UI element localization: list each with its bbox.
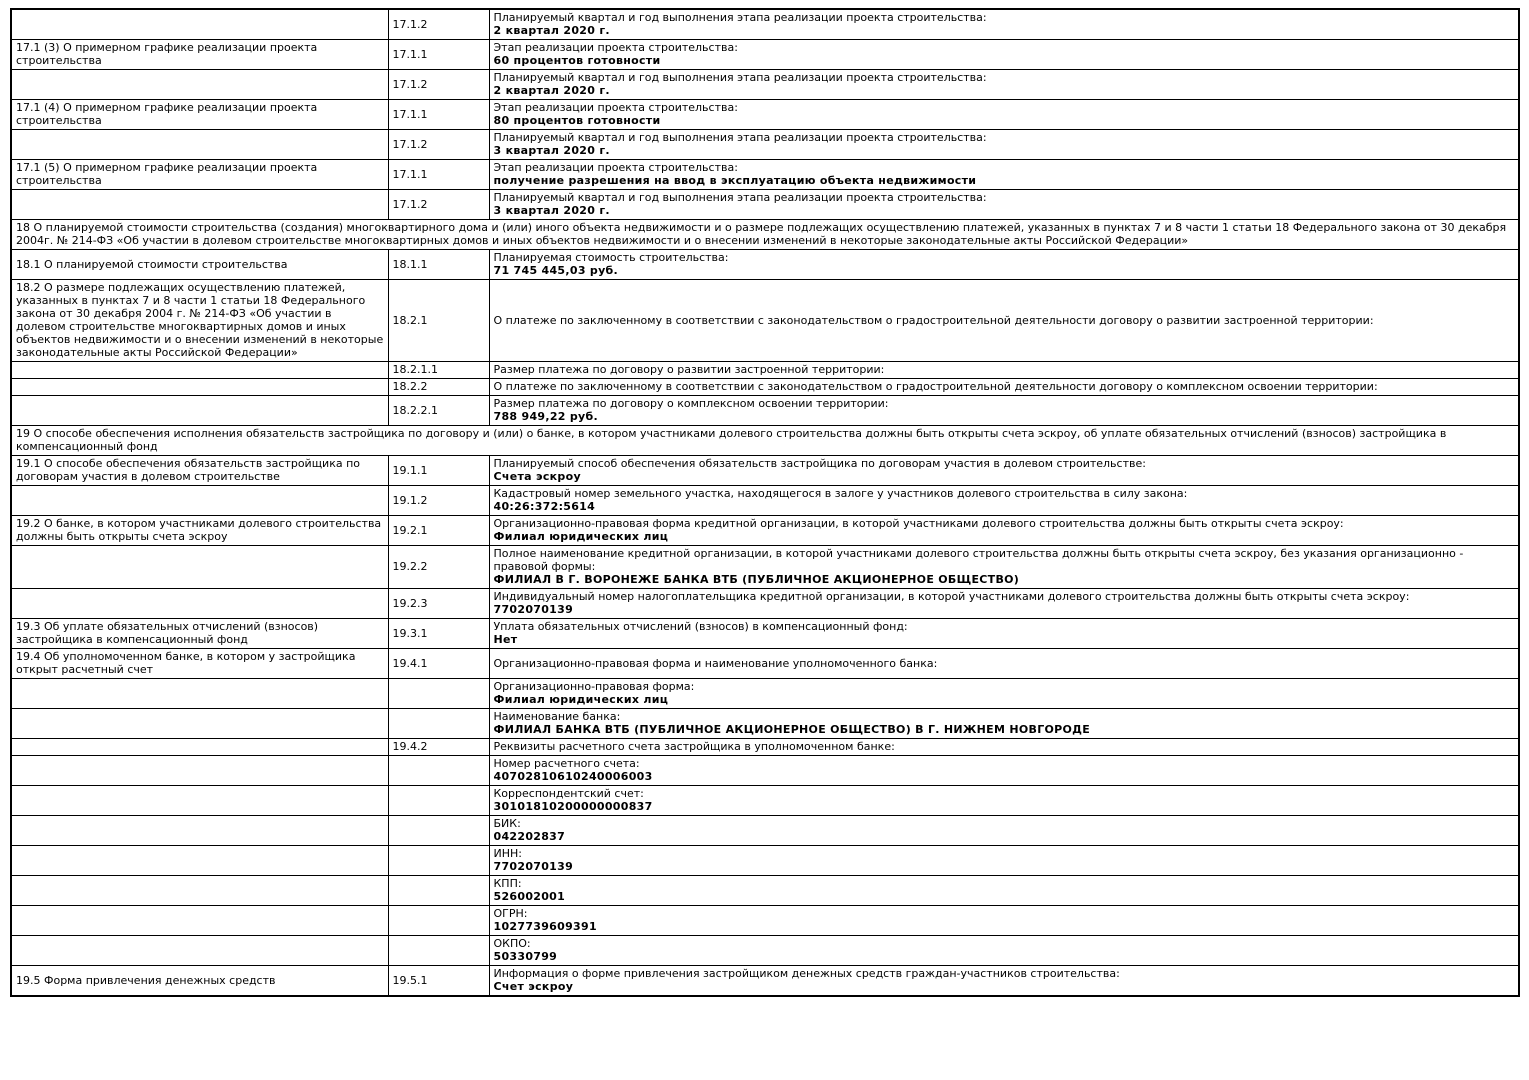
- row-value-cell: [489, 379, 1519, 396]
- table-row: [11, 756, 1519, 786]
- value-text: 50330799: [493, 950, 558, 963]
- table-row: [11, 100, 1519, 130]
- section-header-text: 18 О планируемой стоимости строительства (создания) многоквартирного дома и (или) иного объекта недвижимости и о размере подлежащих осуществлению платежей, указанных в пунктах 7 и 8 части 1 статьи 18 Федерального закона от 30 декабря 2004г. № 214-ФЗ «Об участии в долевом строительстве многоквартирных домов и иных объектов недвижимости и о внесении изменений в некоторые законодательные акты Российской Федерации»: [11, 220, 1519, 250]
- row-description: [11, 130, 388, 160]
- table-row: [11, 379, 1519, 396]
- table-row: [11, 456, 1519, 486]
- value-label: Планируемый квартал и год выполнения этапа реализации проекта строительства:: [493, 11, 987, 24]
- table-row: [11, 619, 1519, 649]
- value-text: 788 949,22 руб.: [493, 410, 598, 423]
- row-description: 17.1 (3) О примерном графике реализации проекта строительства: [11, 40, 388, 70]
- row-code: [388, 709, 489, 739]
- value-text: получение разрешения на ввод в эксплуатацию объекта недвижимости: [493, 174, 977, 187]
- value-text: 80 процентов готовности: [493, 114, 661, 127]
- row-description: [11, 486, 388, 516]
- table-row: [11, 846, 1519, 876]
- row-description: 19.2 О банке, в котором участниками долевого строительства должны быть открыты счета эскроу: [11, 516, 388, 546]
- row-description: [11, 9, 388, 40]
- row-description: 17.1 (4) О примерном графике реализации проекта строительства: [11, 100, 388, 130]
- value-text: 3 квартал 2020 г.: [493, 204, 610, 217]
- row-value-cell: [489, 846, 1519, 876]
- value-label: Информация о форме привлечения застройщиком денежных средств граждан-участников строительства:: [493, 967, 1120, 980]
- value-text: ФИЛИАЛ В Г. ВОРОНЕЖЕ БАНКА ВТБ (ПУБЛИЧНОЕ АКЦИОНЕРНОЕ ОБЩЕСТВО): [493, 573, 1020, 586]
- value-label: БИК:: [493, 817, 521, 830]
- value-text: 30101810200000000837: [493, 800, 653, 813]
- row-value-cell: [489, 679, 1519, 709]
- row-value-cell: [489, 589, 1519, 619]
- value-text: 7702070139: [493, 860, 574, 873]
- value-label: Размер платежа по договору о развитии застроенной территории:: [493, 363, 885, 376]
- value-label: О платеже по заключенному в соответствии с законодательством о градостроительной деятельности договору о развитии застроенной территории:: [493, 313, 1374, 327]
- row-value-cell: [489, 966, 1519, 997]
- value-label: Номер расчетного счета:: [493, 757, 640, 770]
- row-description: [11, 906, 388, 936]
- table-row: [11, 250, 1519, 280]
- row-code: [388, 906, 489, 936]
- value-label: Этап реализации проекта строительства:: [493, 41, 738, 54]
- section-header-text: 19 О способе обеспечения исполнения обязательств застройщика по договору и (или) о банке, в котором участниками долевого строительства должны быть открыты счета эскроу, об уплате обязательных отчислений (взносов) застройщика в компенсационный фонд: [11, 426, 1519, 456]
- row-code: 18.2.2.1: [388, 396, 489, 426]
- row-code: 17.1.1: [388, 40, 489, 70]
- value-label: Наименование банка:: [493, 710, 621, 723]
- row-code: 17.1.1: [388, 160, 489, 190]
- value-label: О платеже по заключенному в соответствии с законодательством о градостроительной деятельности договору о комплексном освоении территории:: [493, 380, 1378, 393]
- row-code: 19.1.1: [388, 456, 489, 486]
- row-value-cell: [489, 906, 1519, 936]
- row-code: 19.2.2: [388, 546, 489, 589]
- row-value-cell: [489, 100, 1519, 130]
- row-code: 19.2.3: [388, 589, 489, 619]
- table-row: [11, 649, 1519, 679]
- value-label: Планируемый квартал и год выполнения этапа реализации проекта строительства:: [493, 131, 987, 144]
- row-description: [11, 379, 388, 396]
- value-text: 40702810610240006003: [493, 770, 653, 783]
- row-description: 19.5 Форма привлечения денежных средств: [11, 966, 388, 997]
- row-code: 19.4.2: [388, 739, 489, 756]
- row-value-cell: [489, 280, 1519, 362]
- row-description: [11, 786, 388, 816]
- row-description: [11, 679, 388, 709]
- table-row: [11, 876, 1519, 906]
- table-row: [11, 160, 1519, 190]
- value-label: ИНН:: [493, 847, 522, 860]
- row-value-cell: [489, 936, 1519, 966]
- row-code: [388, 756, 489, 786]
- table-row: [11, 486, 1519, 516]
- row-value-cell: [489, 456, 1519, 486]
- row-description: [11, 396, 388, 426]
- row-value-cell: [489, 250, 1519, 280]
- table-row: [11, 786, 1519, 816]
- row-value-cell: [489, 362, 1519, 379]
- value-label: ОКПО:: [493, 937, 531, 950]
- section-header-row: [11, 220, 1519, 250]
- table-row: [11, 679, 1519, 709]
- row-value-cell: [489, 190, 1519, 220]
- row-code: 18.2.2: [388, 379, 489, 396]
- table-row: [11, 966, 1519, 997]
- table-row: [11, 280, 1519, 362]
- row-value-cell: [489, 619, 1519, 649]
- table-row: [11, 589, 1519, 619]
- table-row: [11, 130, 1519, 160]
- row-value-cell: [489, 516, 1519, 546]
- row-description: [11, 816, 388, 846]
- row-value-cell: [489, 739, 1519, 756]
- value-text: Филиал юридических лиц: [493, 530, 669, 543]
- value-text: 2 квартал 2020 г.: [493, 84, 610, 97]
- table-row: [11, 362, 1519, 379]
- row-code: [388, 876, 489, 906]
- value-label: Уплата обязательных отчислений (взносов) в компенсационный фонд:: [493, 620, 908, 633]
- declaration-table-body: [11, 9, 1519, 996]
- row-value-cell: [489, 160, 1519, 190]
- row-code: 18.1.1: [388, 250, 489, 280]
- row-code: [388, 846, 489, 876]
- row-value-cell: [489, 40, 1519, 70]
- declaration-table: [10, 8, 1520, 997]
- value-label: Организационно-правовая форма кредитной организации, в которой участниками долевого строительства должны быть открыты счета эскроу:: [493, 517, 1344, 530]
- value-label: Корреспондентский счет:: [493, 787, 644, 800]
- row-description: 19.3 Об уплате обязательных отчислений (взносов) застройщика в компенсационный фонд: [11, 619, 388, 649]
- row-value-cell: [489, 786, 1519, 816]
- row-value-cell: [489, 649, 1519, 679]
- value-label: Планируемая стоимость строительства:: [493, 251, 729, 264]
- value-text: Нет: [493, 633, 518, 646]
- value-label: ОГРН:: [493, 907, 528, 920]
- value-text: 042202837: [493, 830, 566, 843]
- row-code: 19.4.1: [388, 649, 489, 679]
- value-text: 60 процентов готовности: [493, 54, 661, 67]
- row-code: [388, 936, 489, 966]
- table-row: [11, 9, 1519, 40]
- value-label: Реквизиты расчетного счета застройщика в уполномоченном банке:: [493, 740, 895, 753]
- value-text: 7702070139: [493, 603, 574, 616]
- row-code: 17.1.2: [388, 9, 489, 40]
- value-label: Организационно-правовая форма и наименование уполномоченного банка:: [493, 656, 938, 670]
- value-text: 3 квартал 2020 г.: [493, 144, 610, 157]
- value-label: Размер платежа по договору о комплексном освоении территории:: [493, 397, 889, 410]
- value-label: Планируемый квартал и год выполнения этапа реализации проекта строительства:: [493, 71, 987, 84]
- value-text: 1027739609391: [493, 920, 597, 933]
- row-value-cell: [489, 130, 1519, 160]
- row-value-cell: [489, 876, 1519, 906]
- value-text: ФИЛИАЛ БАНКА ВТБ (ПУБЛИЧНОЕ АКЦИОНЕРНОЕ ОБЩЕСТВО) В Г. НИЖНЕМ НОВГОРОДЕ: [493, 723, 1091, 736]
- row-description: 18.1 О планируемой стоимости строительства: [11, 250, 388, 280]
- row-code: 18.2.1.1: [388, 362, 489, 379]
- row-code: [388, 786, 489, 816]
- row-code: 19.2.1: [388, 516, 489, 546]
- row-description: [11, 756, 388, 786]
- value-label: Планируемый квартал и год выполнения этапа реализации проекта строительства:: [493, 191, 987, 204]
- value-label: Кадастровый номер земельного участка, находящегося в залоге у участников долевого строительства в силу закона:: [493, 487, 1188, 500]
- row-value-cell: [489, 486, 1519, 516]
- row-value-cell: [489, 70, 1519, 100]
- row-value-cell: [489, 816, 1519, 846]
- row-description: 19.1 О способе обеспечения обязательств застройщика по договорам участия в долевом строительстве: [11, 456, 388, 486]
- row-description: [11, 70, 388, 100]
- row-description: 18.2 О размере подлежащих осуществлению платежей, указанных в пунктах 7 и 8 части 1 статьи 18 Федерального закона от 30 декабря 2004 г. № 214-ФЗ «Об участии в долевом строительстве многоквартирных домов и иных объектов недвижимости и о внесении изменений в некоторые законодательные акты Российской Федерации»: [11, 280, 388, 362]
- table-row: [11, 70, 1519, 100]
- table-row: [11, 936, 1519, 966]
- row-code: 17.1.1: [388, 100, 489, 130]
- value-text: 526002001: [493, 890, 566, 903]
- row-description: [11, 589, 388, 619]
- section-header-row: [11, 426, 1519, 456]
- value-text: 40:26:372:5614: [493, 500, 596, 513]
- row-code: 19.5.1: [388, 966, 489, 997]
- value-label: КПП:: [493, 877, 522, 890]
- row-description: [11, 846, 388, 876]
- row-value-cell: [489, 756, 1519, 786]
- row-code: 17.1.2: [388, 70, 489, 100]
- row-value-cell: [489, 9, 1519, 40]
- row-description: [11, 936, 388, 966]
- value-text: Счета эскроу: [493, 470, 581, 483]
- row-description: 17.1 (5) О примерном графике реализации проекта строительства: [11, 160, 388, 190]
- row-code: 18.2.1: [388, 280, 489, 362]
- row-code: [388, 816, 489, 846]
- row-code: [388, 679, 489, 709]
- row-value-cell: [489, 709, 1519, 739]
- table-row: [11, 546, 1519, 589]
- row-description: [11, 190, 388, 220]
- value-text: Филиал юридических лиц: [493, 693, 669, 706]
- table-row: [11, 739, 1519, 756]
- value-text: 71 745 445,03 руб.: [493, 264, 619, 277]
- table-row: [11, 190, 1519, 220]
- value-label: Этап реализации проекта строительства:: [493, 161, 738, 174]
- row-description: [11, 546, 388, 589]
- value-label: Индивидуальный номер налогоплательщика кредитной организации, в которой участниками долевого строительства должны быть открыты счета эскроу:: [493, 590, 1410, 603]
- value-text: 2 квартал 2020 г.: [493, 24, 610, 37]
- row-code: 17.1.2: [388, 130, 489, 160]
- table-row: [11, 816, 1519, 846]
- value-label: Полное наименование кредитной организации, в которой участниками долевого строительства должны быть открыты счета эскроу, без указания организационно - правовой формы:: [493, 547, 1464, 573]
- row-code: 19.1.2: [388, 486, 489, 516]
- value-label: Этап реализации проекта строительства:: [493, 101, 738, 114]
- row-value-cell: [489, 396, 1519, 426]
- row-code: 19.3.1: [388, 619, 489, 649]
- table-row: [11, 906, 1519, 936]
- row-description: [11, 876, 388, 906]
- value-text: Счет эскроу: [493, 980, 574, 993]
- value-label: Организационно-правовая форма:: [493, 680, 695, 693]
- table-row: [11, 40, 1519, 70]
- row-description: 19.4 Об уполномоченном банке, в котором у застройщика открыт расчетный счет: [11, 649, 388, 679]
- row-code: 17.1.2: [388, 190, 489, 220]
- table-row: [11, 516, 1519, 546]
- row-value-cell: [489, 546, 1519, 589]
- table-row: [11, 709, 1519, 739]
- row-description: [11, 362, 388, 379]
- row-description: [11, 709, 388, 739]
- value-label: Планируемый способ обеспечения обязательств застройщика по договорам участия в долевом строительстве:: [493, 457, 1146, 470]
- table-row: [11, 396, 1519, 426]
- row-description: [11, 739, 388, 756]
